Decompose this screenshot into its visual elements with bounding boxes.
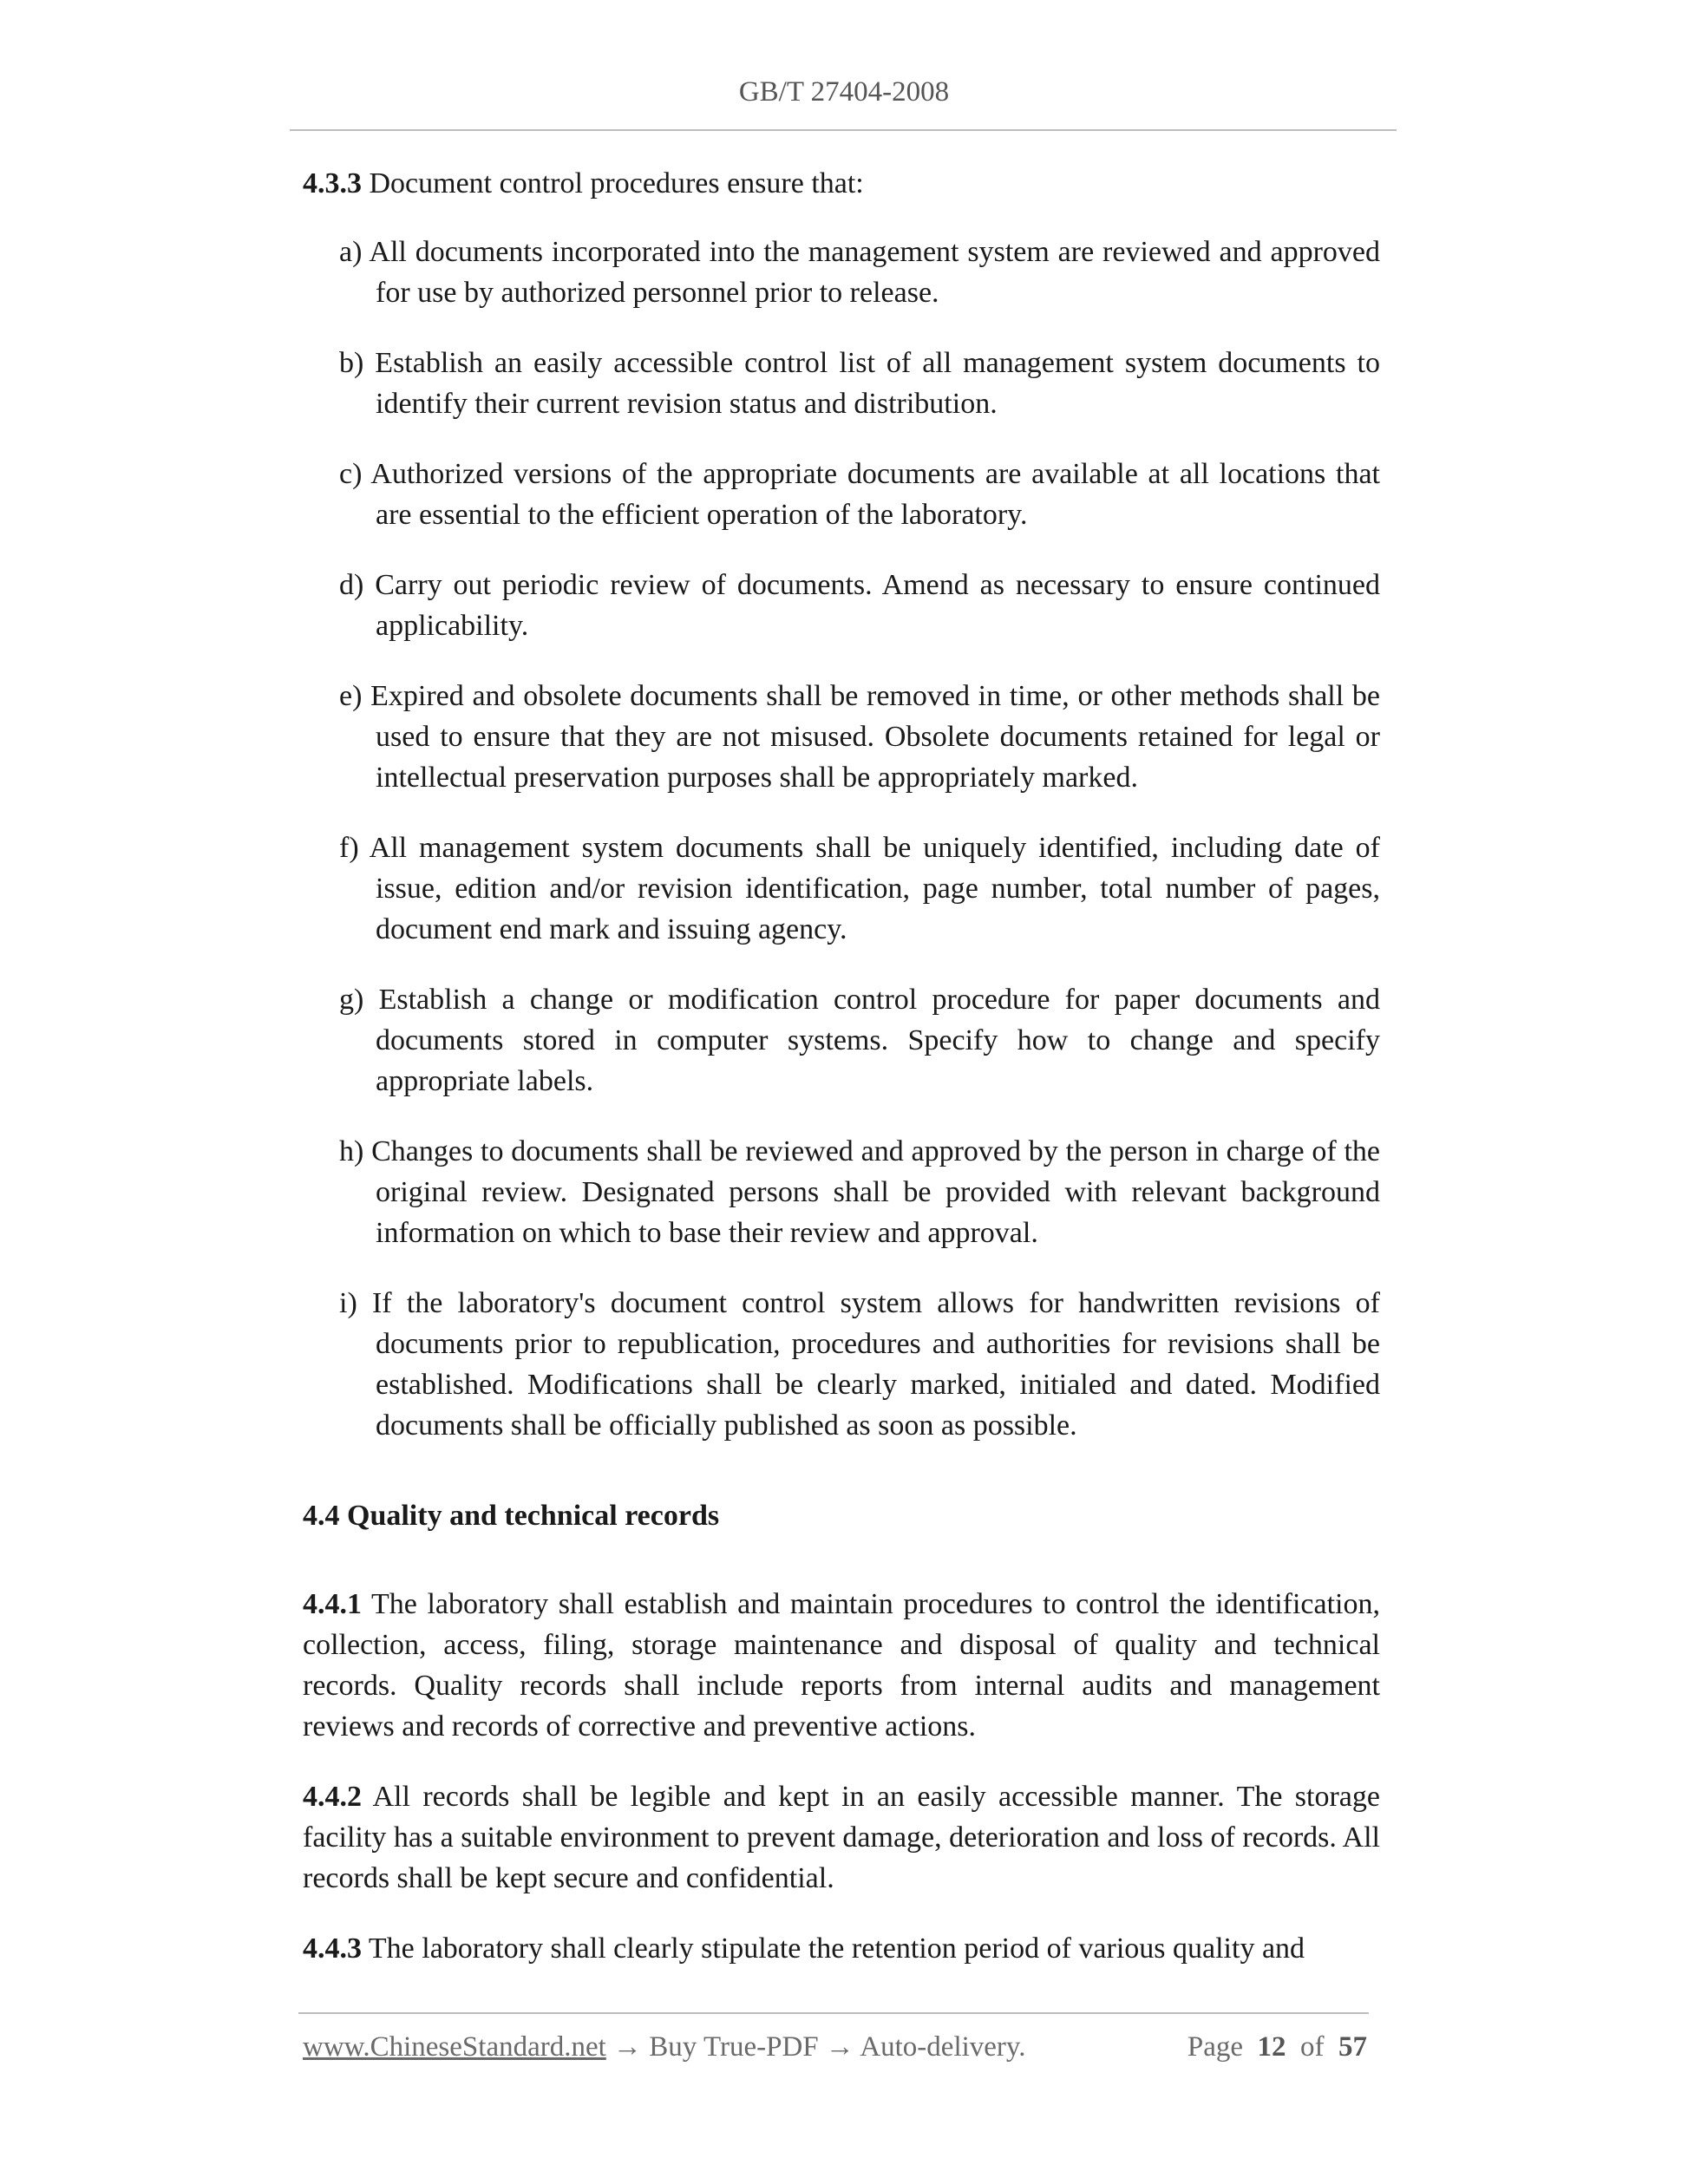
clause-number: 4.3.3 bbox=[303, 167, 362, 199]
total-pages: 57 bbox=[1338, 2031, 1367, 2063]
list-item-d: d) Carry out periodic review of documents. Amend as necessary to ensure continued applicability. bbox=[339, 569, 1380, 642]
page-indicator bbox=[1187, 2031, 1367, 2063]
list-item-b: b) Establish an easily accessible control list of all management system documents to identify their current revision status and distribution. bbox=[339, 347, 1380, 420]
clause-text: The laboratory shall clearly stipulate the retention period of various quality and bbox=[362, 1932, 1305, 1965]
footer-promo-text: → Buy True-PDF → Auto-delivery. bbox=[605, 2031, 1026, 2063]
list-item-c: c) Authorized versions of the appropriate documents are available at all locations that are essential to the efficient operation of the laboratory. bbox=[339, 458, 1380, 531]
clause-number: 4.4.2 bbox=[303, 1781, 362, 1813]
clause-number: 4.4.3 bbox=[303, 1932, 362, 1965]
list-item-e: e) Expired and obsolete documents shall be removed in time, or other methods shall be used to ensure that they are not misused. Obsolete documents retained for legal or intellectual preservation purposes shall be appropriately marked. bbox=[339, 680, 1380, 794]
current-page-number: 12 bbox=[1257, 2031, 1286, 2063]
footer-promo bbox=[303, 2031, 1026, 2063]
clause-4-4-3 bbox=[303, 1928, 1380, 1969]
clause-text: The laboratory shall establish and maintain procedures to control the identification, collection, access, filing, storage maintenance and disposal of quality and technical records. Quality records shall include reports from internal audits and management reviews and records of corrective and preventive actions. bbox=[303, 1588, 1380, 1743]
clause-text: Document control procedures ensure that: bbox=[362, 167, 864, 199]
clause-number: 4.4.1 bbox=[303, 1588, 362, 1620]
page-header-title: GB/T 27404-2008 bbox=[738, 76, 950, 108]
list-item-i: i) If the laboratory's document control system allows for handwritten revisions of documents prior to republication, procedures and authorities for revisions shall be established. Modifications shall be clearly marked, initialed and dated. Modified documents shall be officially published as soon as possible. bbox=[339, 1287, 1380, 1442]
footer-website-link[interactable]: www.ChineseStandard.net bbox=[303, 2031, 606, 2063]
list-item-a: a) All documents incorporated into the management system are reviewed and approved for use by authorized personnel prior to release. bbox=[339, 236, 1380, 309]
of-label: of bbox=[1300, 2031, 1325, 2063]
clause-4-4-2 bbox=[303, 1776, 1380, 1899]
list-item-g: g) Establish a change or modification control procedure for paper documents and documents stored in computer systems. Specify how to change and specify appropriate labels. bbox=[339, 984, 1380, 1097]
list-item-h: h) Changes to documents shall be reviewed and approved by the person in charge of the original review. Designated persons shall be provided with relevant background information on which to base their review and approval. bbox=[339, 1135, 1380, 1249]
clause-4-4-1 bbox=[303, 1584, 1380, 1747]
clause-text: All records shall be legible and kept in an easily accessible manner. The storage facility has a suitable environment to prevent damage, deterioration and loss of records. All records shall be kept secure and confidential. bbox=[303, 1781, 1380, 1894]
list-item-f: f) All management system documents shall be uniquely identified, including date of issue, edition and/or revision identification, page number, total number of pages, document end mark and issuing agency. bbox=[339, 832, 1380, 945]
section-heading-4-4: 4.4 Quality and technical records bbox=[303, 1500, 720, 1532]
document-body bbox=[303, 163, 1380, 1998]
document-control-list bbox=[303, 232, 1380, 1446]
page-label: Page bbox=[1187, 2031, 1243, 2063]
clause-4-3-3-intro bbox=[303, 163, 1380, 204]
footer-divider bbox=[298, 2012, 1369, 2014]
header-divider bbox=[290, 129, 1397, 131]
